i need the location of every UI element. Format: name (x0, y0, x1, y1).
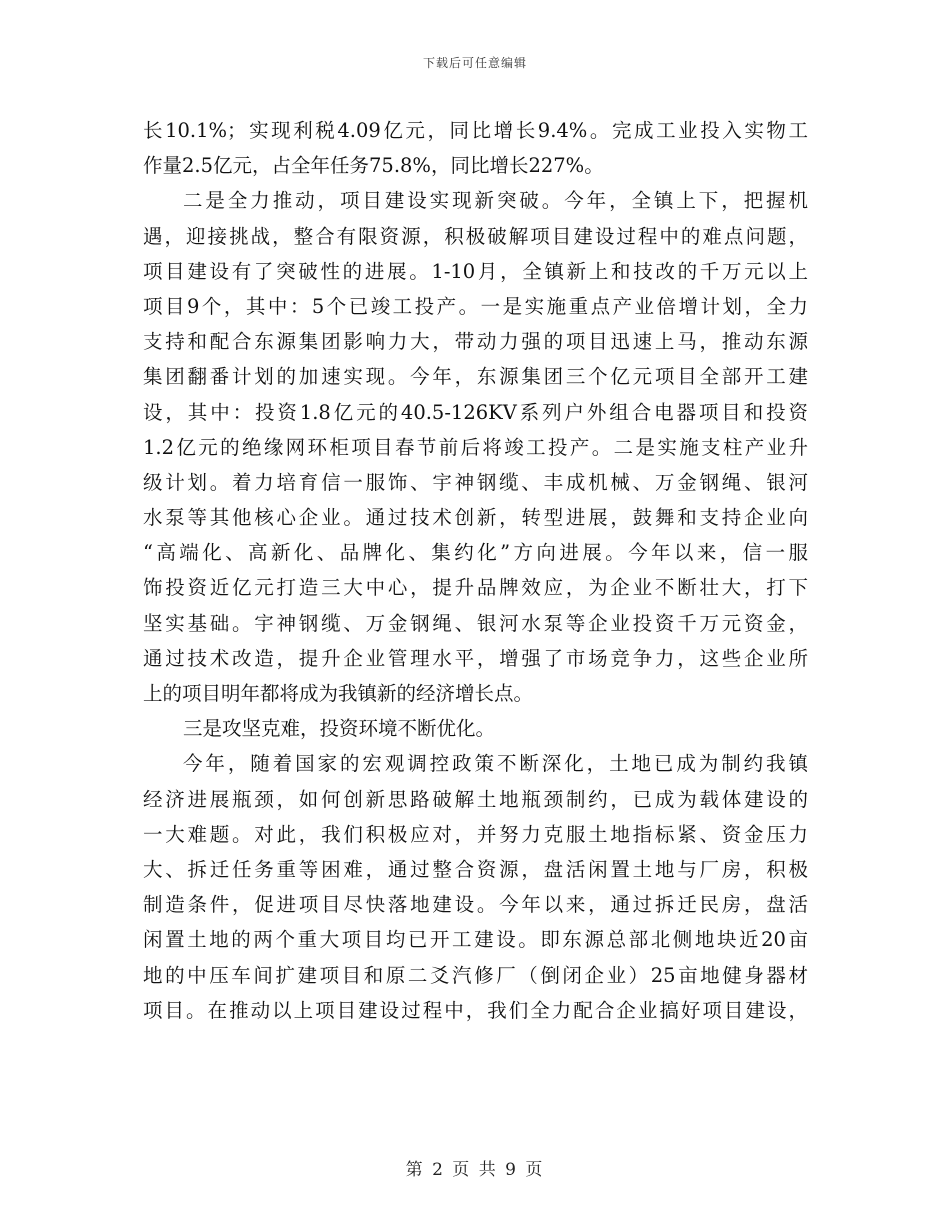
text-line: 闲置土地的两个重大项目均已开工建设。即东源总部北侧地块近20亩 (143, 928, 808, 952)
text-line: 地的中压车间扩建项目和原二爻汽修厂（倒闭企业）25亩地健身器材 (143, 963, 808, 987)
text-line: 通过技术改造，提升企业管理水平，增强了市场竞争力，这些企业所 (143, 646, 808, 670)
text-line: 长10.1%；实现利税4.09亿元，同比增长9.4%。完成工业投入实物工 (143, 119, 808, 142)
text-line: 项目。在推动以上项目建设过程中，我们全力配合企业搞好项目建设， (143, 998, 808, 1022)
text-line: 二是全力推动，项目建设实现新突破。今年，全镇上下，把握机 (183, 189, 808, 213)
section-heading: 三是攻坚克难，投资环境不断优化。 (183, 717, 496, 741)
text-line: 集团翻番计划的加速实现。今年，东源集团三个亿元项目全部开工建 (143, 365, 808, 389)
text-line: 水泵等其他核心企业。通过技术创新，转型进展，鼓舞和支持企业向 (143, 506, 808, 530)
document-body (143, 113, 808, 1028)
text-line: 设，其中：投资1.8亿元的40.5-126KV系列户外组合电器项目和投资 (143, 400, 808, 424)
text-line: 饰投资近亿元打造三大中心，提升品牌效应，为企业不断壮大，打下 (143, 576, 808, 600)
text-line: 级计划。着力培育信一服饰、宇神钢缆、丰成机械、万金钢绳、银河 (143, 470, 808, 494)
text-line: 今年，随着国家的宏观调控政策不断深化，土地已成为制约我镇 (183, 752, 808, 776)
page-number-footer: 第 2 页 共 9 页 (405, 1160, 545, 1180)
text-line: 遇，迎接挑战，整合有限资源，积极破解项目建设过程中的难点问题， (143, 224, 808, 248)
text-line: 大、拆迁任务重等困难，通过整合资源，盘活闲置土地与厂房，积极 (143, 857, 808, 881)
text-line: 项目9个，其中：5个已竣工投产。一是实施重点产业倍增计划，全力 (143, 294, 808, 318)
page-header: 下载后可任意编辑 (422, 56, 527, 70)
text-line: 支持和配合东源集团影响力大，带动力强的项目迅速上马，推动东源 (143, 330, 808, 354)
text-line: 经济进展瓶颈，如何创新思路破解土地瓶颈制约，已成为载体建设的 (143, 787, 808, 811)
text-line: 一大难题。对此，我们积极应对，并努力克服土地指标紧、资金压力 (143, 822, 808, 846)
text-line: 坚实基础。宇神钢缆、万金钢绳、银河水泵等企业投资千万元资金， (143, 611, 808, 635)
text-line: 1.2亿元的绝缘网环柜项目春节前后将竣工投产。二是实施支柱产业升 (143, 435, 808, 459)
text-line: 项目建设有了突破性的进展。1-10月，全镇新上和技改的千万元以上 (143, 259, 808, 283)
text-line: 作量2.5亿元，占全年任务75.8%，同比增长227%。 (143, 154, 604, 178)
text-line: 制造条件，促进项目尽快落地建设。今年以来，通过拆迁民房，盘活 (143, 893, 808, 917)
text-line: 上的项目明年都将成为我镇新的经济增长点。 (143, 682, 534, 705)
text-line: “高端化、高新化、品牌化、集约化”方向进展。今年以来，信一服 (143, 541, 808, 565)
